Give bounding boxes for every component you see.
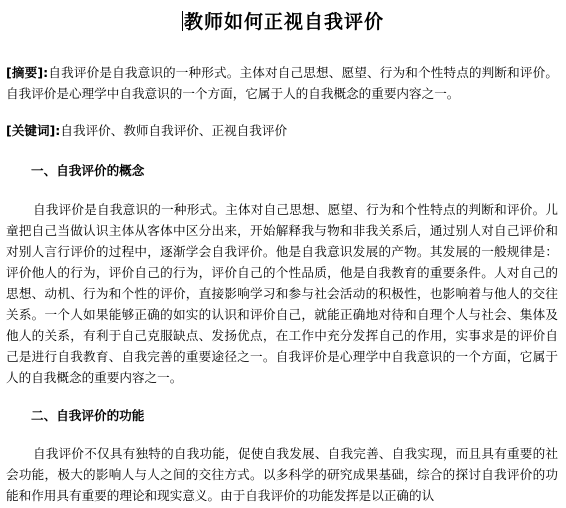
keywords-paragraph	[6, 120, 558, 141]
text-cursor	[182, 11, 183, 31]
abstract-paragraph	[6, 62, 558, 104]
section-heading-function: 二、自我评价的功能	[31, 408, 145, 423]
document-title	[0, 8, 566, 36]
section-body-concept: 自我评价是自我意识的一种形式。主体对自己思想、愿望、行为和个性特点的判断和评价。儿童把自己当做认识主体从客体中区分出来，开始解释我与物和非我关系后，通过别人对自己评价和对别人言行评价的过程中，逐渐学会自我评价。他是自我意识发展的产物。其发展的一般规律是：评价他人的行为，评价自己的行为，评价自己的个性品质，他是自我教育的重要条件。人对自己的思想、动机、行为和个性的评价，直接影响学习和参与社会活动的积极性，也影响着与他人的交往关系。一个人如果能够正确的如实的认识和评价自己，就能正确地对待和自理个人与社会、集体及他人的关系，有利于自己克服缺点、发扬优点，在工作中充分发挥自己的作用，实事求是的评价自己是进行自我教育、自我完善的重要途径之一。自我评价是心理学中自我意识的一个方面，它属于人的自我概念的重要内容之一。	[6, 202, 558, 385]
keywords-label: [关键词]:	[6, 123, 61, 138]
abstract-text: 自我评价是自我意识的一种形式。主体对自己思想、愿望、行为和个性特点的判断和评价。自我评价是心理学中自我意识的一个方面，它属于人的自我概念的重要内容之一。	[6, 65, 558, 101]
keywords-text: 自我评价、教师自我评价、正视自我评价	[60, 123, 288, 138]
document-title-text: 教师如何正视自我评价	[183, 11, 384, 33]
section-heading-concept: 一、自我评价的概念	[31, 163, 145, 178]
abstract-label: [摘要]:	[6, 65, 49, 80]
section-body-function: 自我评价不仅具有独特的自我功能，促使自我发展、自我完善、自我实现，而且具有重要的社会功能，极大的影响人与人之间的交往方式。以多科学的研究成果基础，综合的探讨自我评价的功能和作用具有重要的理论和现实意义。由于自我评价的功能发挥是以正确的认	[6, 446, 558, 503]
